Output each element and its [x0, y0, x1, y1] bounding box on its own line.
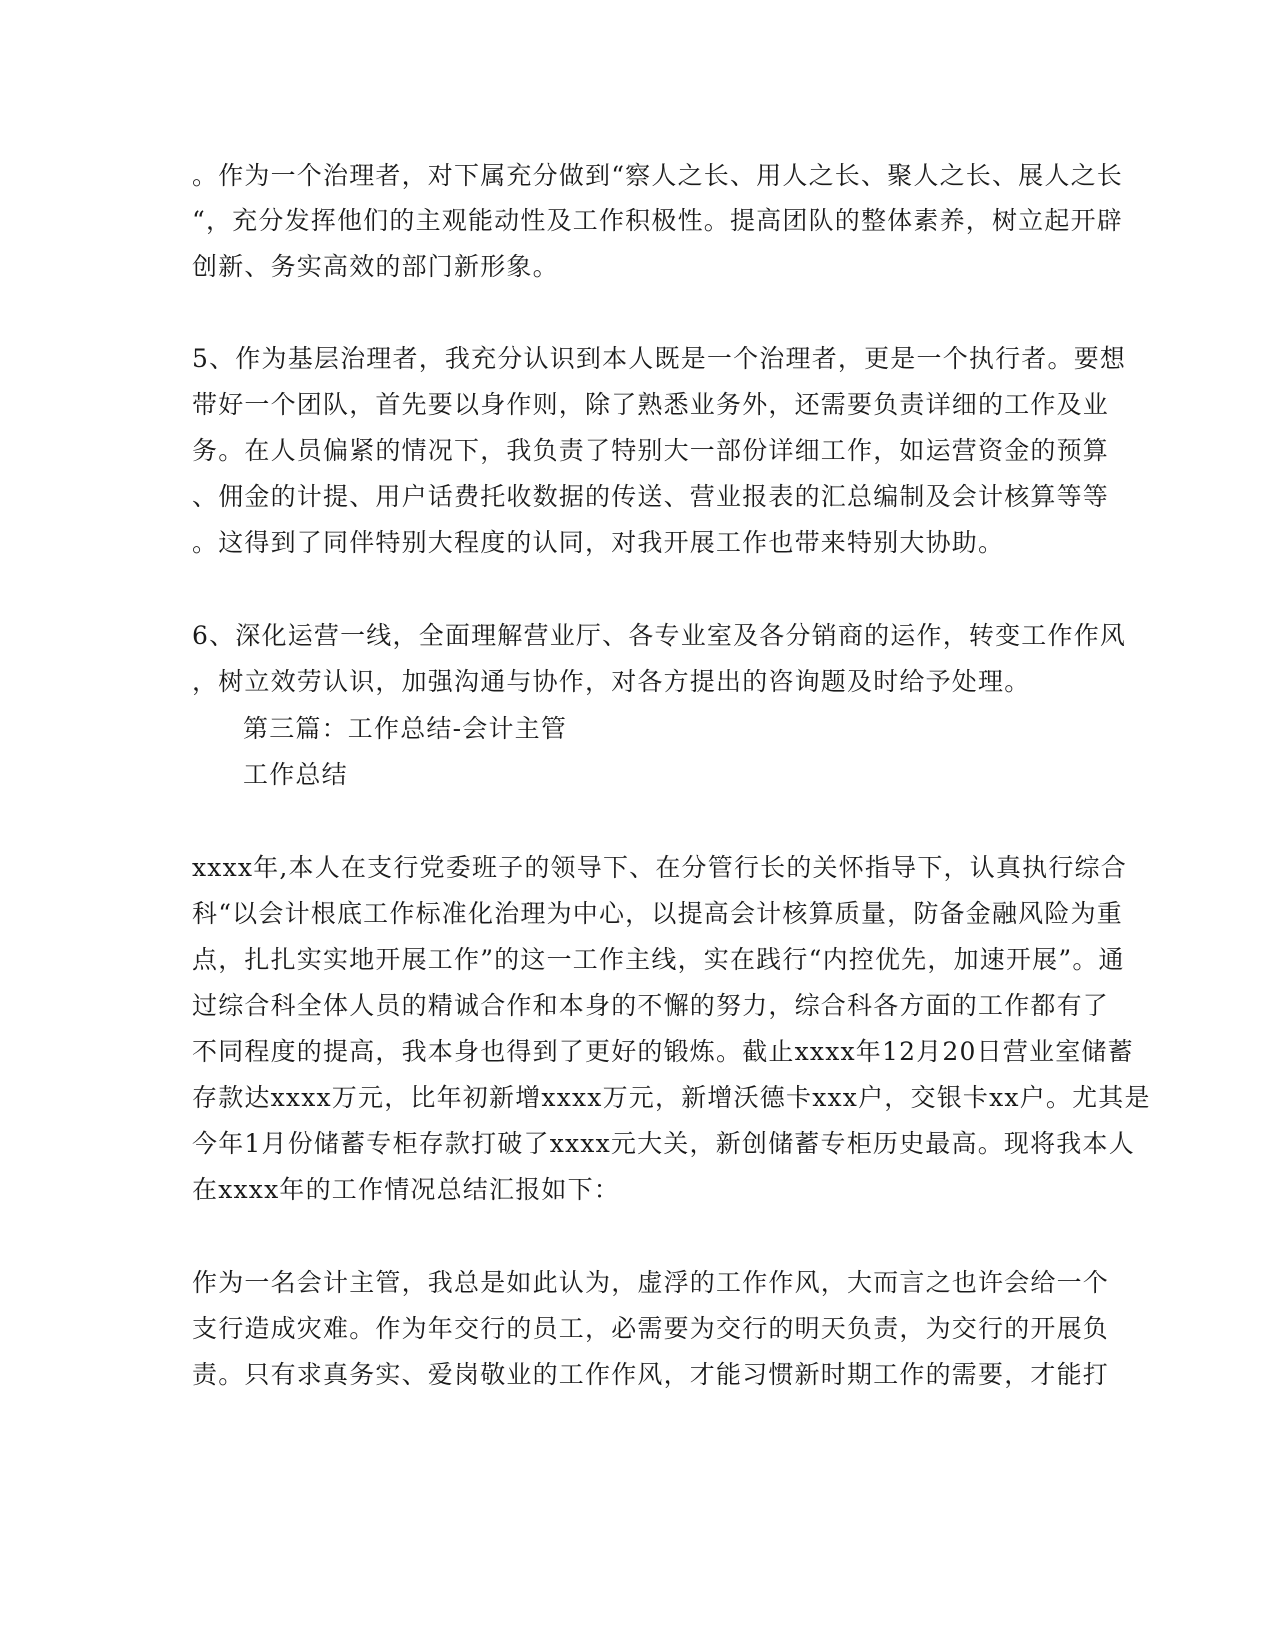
- paragraph-3-line-2: ，树立效劳认识，加强沟通与协作，对各方提出的咨询题及时给予处理。: [192, 667, 1031, 696]
- paragraph-2-line-1: 5、作为基层治理者，我充分认识到本人既是一个治理者，更是一个执行者。要想: [192, 344, 1127, 373]
- paragraph-4-line-1: xxxx年,本人在支行党委班子的领导下、在分管行长的关怀指导下，认真执行综合: [192, 853, 1127, 882]
- paragraph-3-line-1: 6、深化运营一线，全面理解营业厅、各专业室及各分销商的运作，转变工作作风: [192, 621, 1127, 650]
- paragraph-4-line-7: 今年1月份储蓄专柜存款打破了xxxx元大关，新创储蓄专柜历史最高。现将我本人: [192, 1129, 1135, 1158]
- paragraph-2-line-5: 。这得到了同伴特别大程度的认同，对我开展工作也带来特别大协助。: [192, 528, 1005, 557]
- paragraph-4-line-3: 点，扎扎实实地开展工作”的这一工作主线，实在践行“内控优先，加速开展”。通: [192, 945, 1125, 974]
- paragraph-2-line-2: 带好一个团队，首先要以身作则，除了熟悉业务外，还需要负责详细的工作及业: [192, 390, 1110, 419]
- paragraph-1-line-1: 。作为一个治理者，对下属充分做到“察人之长、用人之长、聚人之长、展人之长: [192, 161, 1123, 190]
- paragraph-4-line-4: 过综合科全体人员的精诚合作和本身的不懈的努力，综合科各方面的工作都有了: [192, 991, 1110, 1020]
- paragraph-4-line-8: 在xxxx年的工作情况总结汇报如下：: [192, 1175, 620, 1204]
- paragraph-5-line-3: 责。只有求真务实、爱岗敬业的工作作风，才能习惯新时期工作的需要，才能打: [192, 1360, 1110, 1389]
- paragraph-5-line-1: 作为一名会计主管，我总是如此认为，虚浮的工作作风，大而言之也许会给一个: [192, 1268, 1110, 1297]
- section-title: 第三篇：工作总结-会计主管: [243, 714, 568, 743]
- paragraph-2-line-3: 务。在人员偏紧的情况下，我负责了特别大一部份详细工作，如运营资金的预算: [192, 436, 1110, 465]
- paragraph-5-line-2: 支行造成灾难。作为年交行的员工，必需要为交行的明天负责，为交行的开展负: [192, 1314, 1110, 1343]
- paragraph-4-line-2: 科“以会计根底工作标准化治理为中心，以提高会计核算质量，防备金融风险为重: [192, 899, 1123, 928]
- paragraph-4-line-5: 不同程度的提高，我本身也得到了更好的锻炼。截止xxxx年12月20日营业室储蓄: [192, 1037, 1134, 1066]
- paragraph-1-line-3: 创新、务实高效的部门新形象。: [192, 252, 559, 281]
- paragraph-2-line-4: 、佣金的计提、用户话费托收数据的传送、营业报表的汇总编制及会计核算等等: [192, 482, 1110, 511]
- paragraph-4-line-6: 存款达xxxx万元，比年初新增xxxx万元，新增沃德卡xxx户，交银卡xx户。尤其是: [192, 1083, 1151, 1112]
- paragraph-1-line-2: “，充分发挥他们的主观能动性及工作积极性。提高团队的整体素养，树立起开辟: [192, 206, 1123, 235]
- section-subtitle: 工作总结: [243, 760, 348, 789]
